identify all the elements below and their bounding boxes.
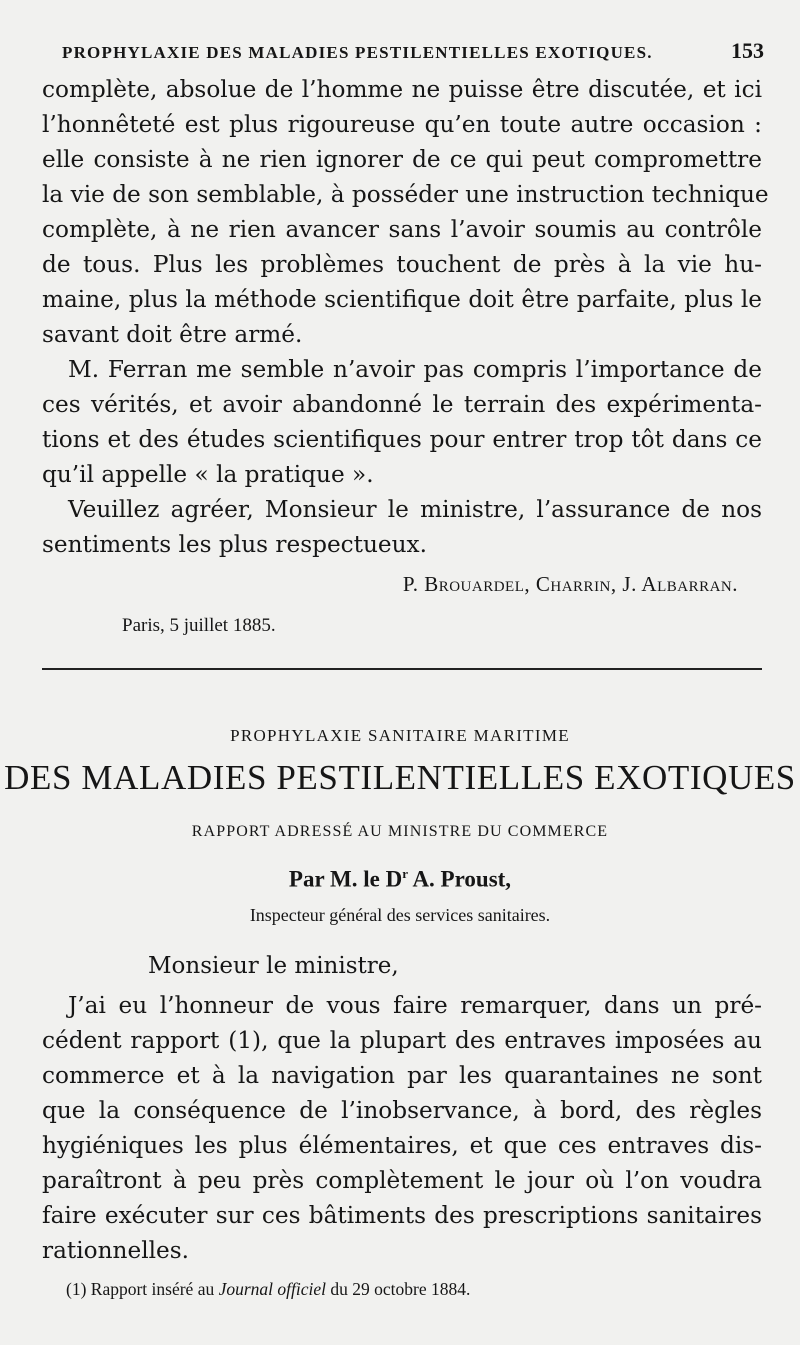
text-line: la vie de son semblable, à posséder une instruction technique	[42, 181, 769, 208]
text-line: hygiéniques les plus élémentaires, et que ces entraves dis-	[42, 1132, 762, 1159]
footnote	[66, 1279, 470, 1300]
text-line: de tous. Plus les problèmes touchent de près à la vie hu-	[42, 251, 762, 278]
text-line: l’honnêteté est plus rigoureuse qu’en toute autre occasion :	[42, 111, 762, 138]
report-subtitle: RAPPORT ADRESSÉ AU MINISTRE DU COMMERCE	[191, 823, 609, 840]
author-line	[0, 866, 800, 893]
text-line: paraîtront à peu près complètement le jour où l’on voudra	[42, 1167, 762, 1194]
letter-body	[42, 72, 769, 562]
text-line: maine, plus la méthode scientifique doit être parfaite, plus le	[42, 286, 762, 313]
text-line: rationnelles.	[42, 1237, 190, 1264]
page-number: 153	[731, 38, 764, 63]
text-line: que la conséquence de l’inobservance, à bord, des règles	[42, 1097, 762, 1124]
text-line: qu’il appelle « la pratique ».	[42, 461, 374, 488]
author-sup: r	[402, 866, 408, 881]
text-line: ces vérités, et avoir abandonné le terrain des expérimenta-	[42, 391, 762, 418]
text-line: savant doit être armé.	[42, 321, 303, 348]
text-line: faire exécuter sur ces bâtiments des prescriptions sanitaires	[42, 1202, 762, 1229]
footnote-journal: Journal officiel	[218, 1279, 327, 1299]
text-line: M. Ferran me semble n’avoir pas compris l’importance de	[68, 356, 762, 383]
section-title: DES MALADIES PESTILENTIELLES EXOTIQUES	[4, 758, 796, 797]
section-divider	[42, 668, 762, 670]
signature: P. Brouardel, Charrin, J. Albarran.	[402, 572, 738, 596]
text-line: commerce et à la navigation par les quarantaines ne sont	[42, 1062, 762, 1089]
author-prefix: Par M. le D	[288, 866, 403, 892]
section-supertitle: PROPHYLAXIE SANITAIRE MARITIME	[230, 726, 570, 745]
author-name: A. Proust,	[407, 866, 512, 892]
salutation: Monsieur le ministre,	[148, 953, 399, 979]
author-title: Inspecteur général des services sanitaires.	[249, 905, 551, 925]
text-line: complète, à ne rien avancer sans l’avoir soumis au contrôle	[42, 216, 762, 243]
text-line: elle consiste à ne rien ignorer de ce qui peut compromettre	[42, 146, 762, 173]
footnote-suffix: du 29 octobre 1884.	[326, 1279, 471, 1299]
text-line: tions et des études scientifiques pour entrer trop tôt dans ce	[42, 426, 762, 453]
running-head: PROPHYLAXIE DES MALADIES PESTILENTIELLES EXOTIQUES.	[62, 43, 653, 62]
report-body	[42, 988, 762, 1268]
page-header	[62, 38, 764, 68]
text-line: J’ai eu l’honneur de vous faire remarquer, dans un pré-	[68, 992, 762, 1019]
text-line: complète, absolue de l’homme ne puisse être discutée, et ici	[42, 76, 762, 103]
letter-date: Paris, 5 juillet 1885.	[122, 615, 276, 636]
footnote-prefix: (1) Rapport inséré au	[66, 1279, 219, 1299]
text-line: Veuillez agréer, Monsieur le ministre, l’assurance de nos	[68, 496, 762, 523]
text-line: sentiments les plus respectueux.	[42, 531, 428, 558]
text-line: cédent rapport (1), que la plupart des entraves imposées au	[42, 1027, 762, 1054]
